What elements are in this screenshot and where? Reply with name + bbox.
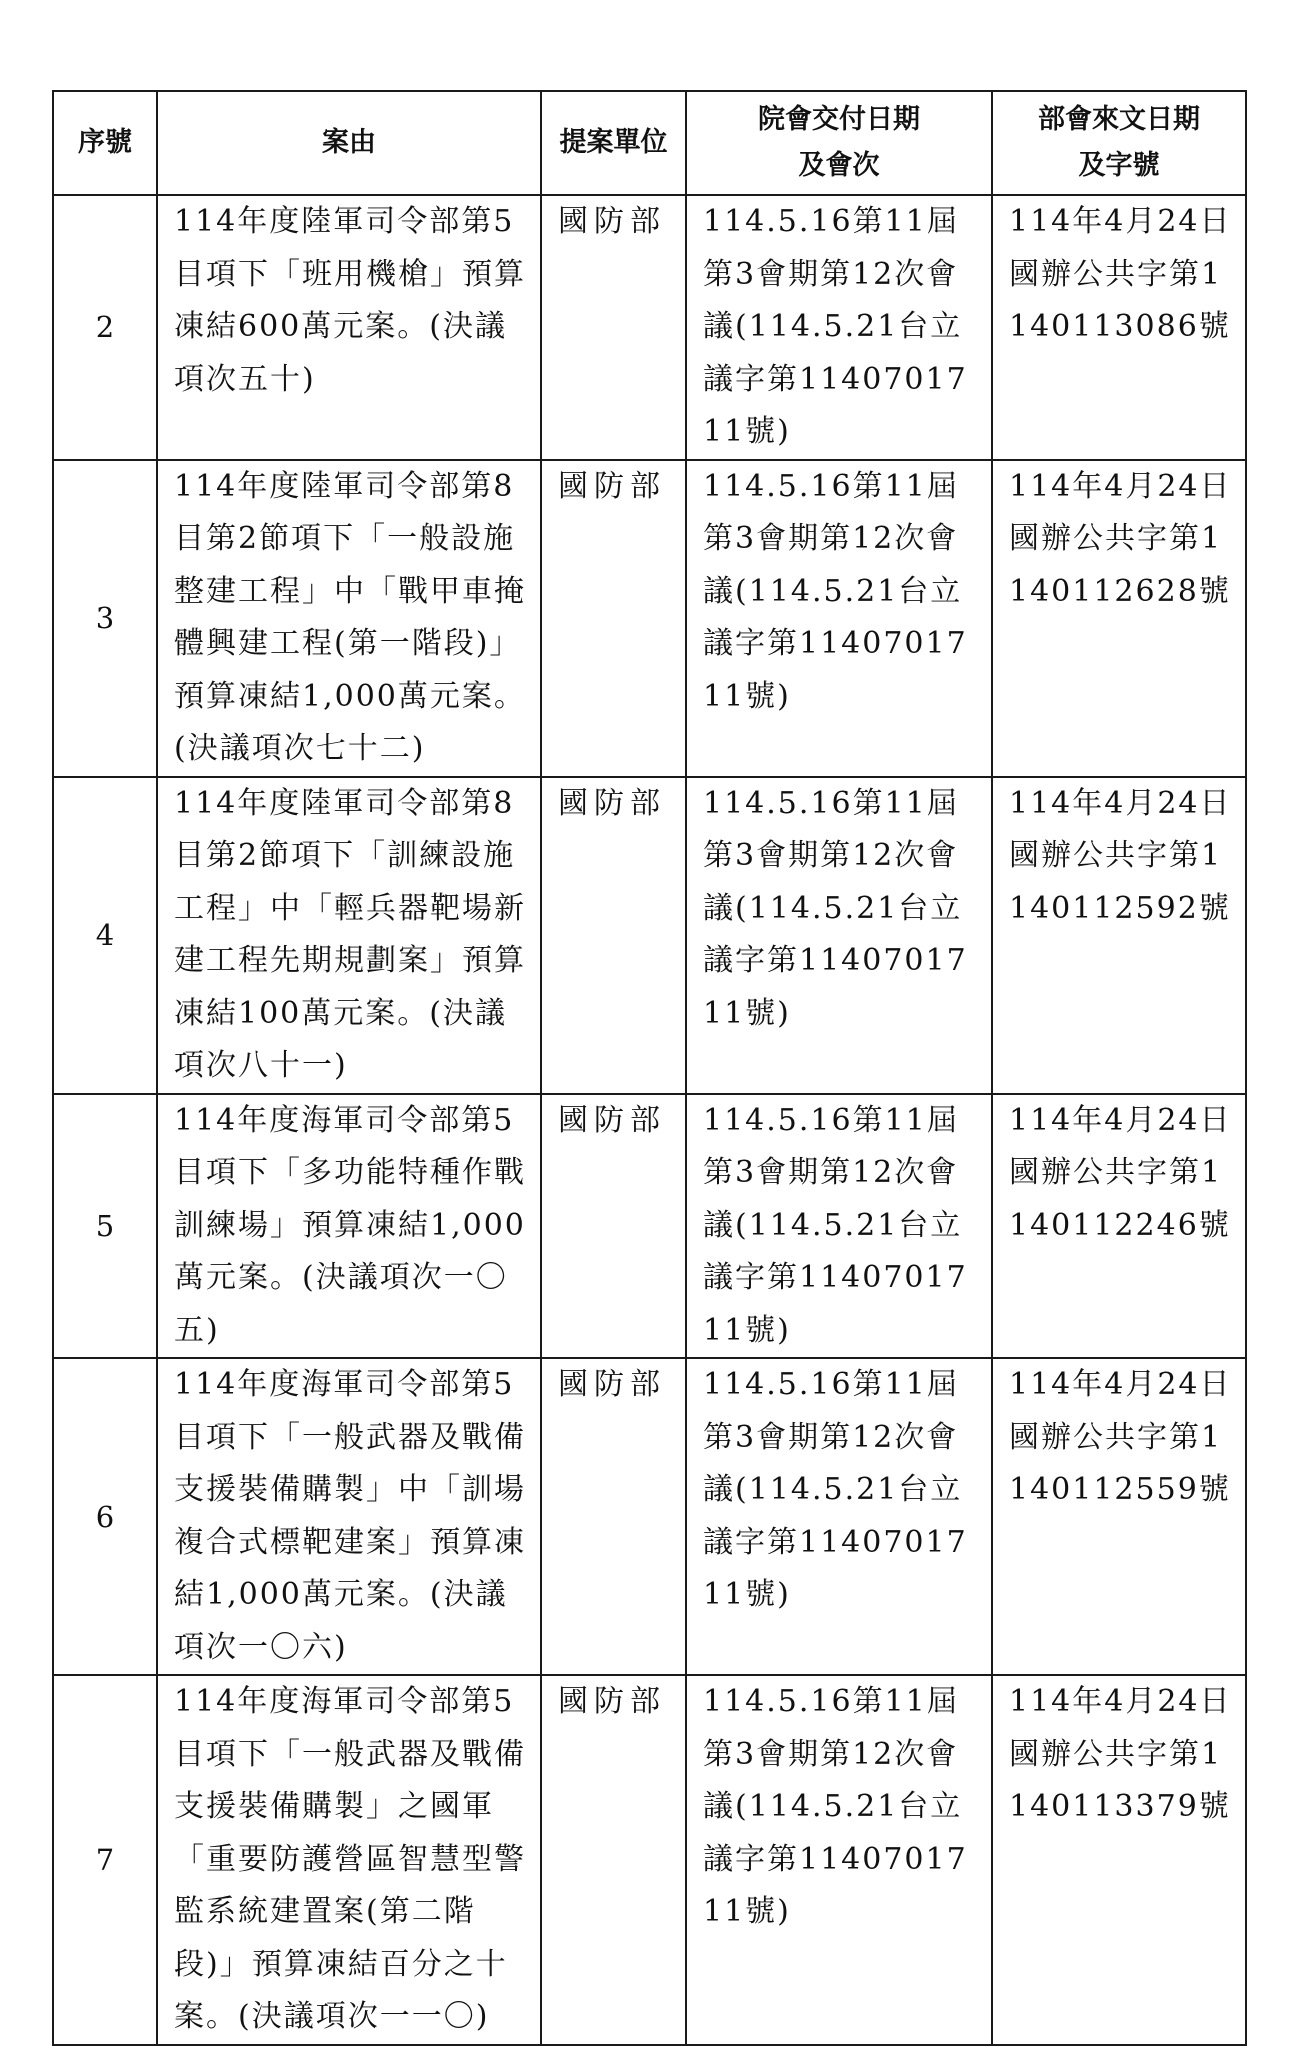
serial-number: 5 (53, 1094, 157, 1359)
table-row (53, 1358, 1246, 1675)
referral-date: 114.5.16第11屆第3會期第12次會議(114.5.21台立議字第1140701711號) (686, 1358, 992, 1675)
header-reason: 案由 (157, 91, 541, 195)
header-ministry-document-line1: 部會來文日期 (1038, 104, 1200, 135)
ministry-document: 114年4月24日國辦公共字第1140113086號 (992, 195, 1246, 460)
reason-text: 114年度海軍司令部第5目項下「一般武器及戰備支援裝備購製」中「訓場複合式標靶建案」預算凍結1,000萬元案。(決議項次一〇六) (157, 1358, 541, 1675)
serial-number: 3 (53, 460, 157, 777)
reason-text: 114年度海軍司令部第5目項下「一般武器及戰備支援裝備購製」之國軍「重要防護營區智慧型警監系統建置案(第二階段)」預算凍結百分之十案。(決議項次一一〇) (157, 1675, 541, 2045)
referral-date: 114.5.16第11屆第3會期第12次會議(114.5.21台立議字第1140701711號) (686, 1675, 992, 2045)
proposing-unit: 國防部 (541, 1675, 686, 2045)
proposing-unit: 國防部 (541, 195, 686, 460)
header-proposing-unit: 提案單位 (541, 91, 686, 195)
header-referral-date-line1: 院會交付日期 (758, 104, 920, 135)
header-ministry-document-line2: 及字號 (1078, 150, 1160, 181)
reason-text: 114年度陸軍司令部第5目項下「班用機槍」預算凍結600萬元案。(決議項次五十) (157, 195, 541, 460)
ministry-document: 114年4月24日國辦公共字第1140112628號 (992, 460, 1246, 777)
header-serial-number: 序號 (53, 91, 157, 195)
header-referral-date (686, 91, 992, 195)
serial-number: 4 (53, 777, 157, 1094)
ministry-document: 114年4月24日國辦公共字第1140113379號 (992, 1675, 1246, 2045)
reason-text: 114年度陸軍司令部第8目第2節項下「訓練設施工程」中「輕兵器靶場新建工程先期規劃案」預算凍結100萬元案。(決議項次八十一) (157, 777, 541, 1094)
proposing-unit: 國防部 (541, 1358, 686, 1675)
header-ministry-document (992, 91, 1246, 195)
ministry-document: 114年4月24日國辦公共字第1140112246號 (992, 1094, 1246, 1359)
referral-date: 114.5.16第11屆第3會期第12次會議(114.5.21台立議字第1140701711號) (686, 777, 992, 1094)
proposing-unit: 國防部 (541, 460, 686, 777)
referral-date: 114.5.16第11屆第3會期第12次會議(114.5.21台立議字第1140701711號) (686, 1094, 992, 1359)
reason-text: 114年度海軍司令部第5目項下「多功能特種作戰訓練場」預算凍結1,000萬元案。(決議項次一〇五) (157, 1094, 541, 1359)
table-row (53, 777, 1246, 1094)
ministry-document: 114年4月24日國辦公共字第1140112592號 (992, 777, 1246, 1094)
table-row (53, 1094, 1246, 1359)
serial-number: 2 (53, 195, 157, 460)
table-row (53, 460, 1246, 777)
ministry-document: 114年4月24日國辦公共字第1140112559號 (992, 1358, 1246, 1675)
header-row (53, 91, 1246, 195)
proposing-unit: 國防部 (541, 1094, 686, 1359)
serial-number: 6 (53, 1358, 157, 1675)
table-row (53, 1675, 1246, 2045)
proposing-unit: 國防部 (541, 777, 686, 1094)
referral-date: 114.5.16第11屆第3會期第12次會議(114.5.21台立議字第1140701711號) (686, 195, 992, 460)
referral-date: 114.5.16第11屆第3會期第12次會議(114.5.21台立議字第1140701711號) (686, 460, 992, 777)
header-referral-date-line2: 及會次 (798, 150, 880, 181)
table-row (53, 195, 1246, 460)
serial-number: 7 (53, 1675, 157, 2045)
motions-table (52, 90, 1247, 2046)
reason-text: 114年度陸軍司令部第8目第2節項下「一般設施整建工程」中「戰甲車掩體興建工程(第一階段)」預算凍結1,000萬元案。(決議項次七十二) (157, 460, 541, 777)
